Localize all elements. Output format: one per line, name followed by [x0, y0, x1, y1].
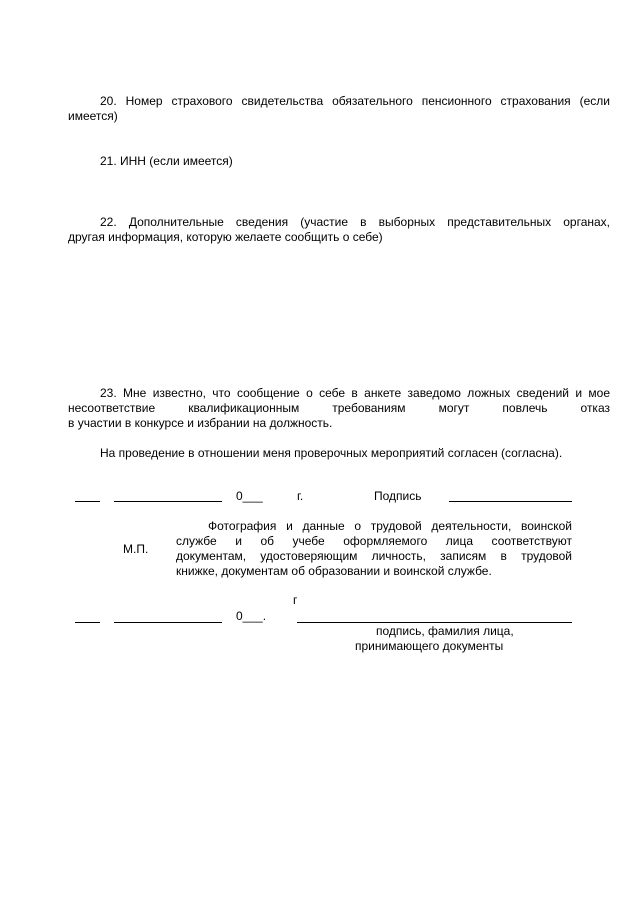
photo-text-line4: книжке, документам об образовании и воинской службе.	[176, 564, 492, 578]
consent-statement: На проведение в отношении меня проверочных мероприятий согласен (согласна).	[100, 446, 563, 460]
photo-text-line1: Фотография и данные о трудовой деятельности, воинской	[208, 519, 572, 533]
item-23-line3: в участии в конкурсе и избрании на должность.	[68, 416, 333, 430]
month-blank-1	[114, 501, 222, 502]
item-21-text: 21. ИНН (если имеется)	[100, 154, 233, 168]
item-23-line2: несоответствие квалификационным требованиям могут повлечь отказ	[68, 401, 610, 415]
day-blank-2	[75, 622, 100, 623]
item-22-line2: другая информация, которую желаете сообщить о себе)	[68, 230, 383, 244]
stamp-place-label: М.П.	[123, 542, 149, 556]
photo-text-line2: службе и об учебе оформляемого лица соответствуют	[176, 534, 572, 548]
item-22-line1: 22. Дополнительные сведения (участие в выборных представительных органах,	[100, 215, 610, 229]
year-label-2: г	[293, 593, 298, 607]
item-20-line1: 20. Номер страхового свидетельства обязательного пенсионного страхования (если	[100, 94, 610, 108]
item-23-line1: 23. Мне известно, что сообщение о себе в анкете заведомо ложных сведений и мое	[100, 386, 610, 400]
item-20-pension-insurance-number	[68, 94, 610, 124]
receiver-caption-line1: подпись, фамилия лица,	[376, 624, 514, 638]
receiver-caption-line2: принимающего документы	[355, 639, 504, 653]
year-label-1: г.	[297, 489, 304, 503]
signature-label: Подпись	[374, 489, 422, 503]
receiver-signature-blank	[297, 622, 572, 623]
item-23-acknowledgement	[68, 386, 610, 431]
signature-blank-1	[449, 501, 572, 502]
item-21-inn	[68, 154, 610, 169]
month-blank-2	[114, 622, 222, 623]
photo-text-line3: документам, удостоверяющим личность, записям в трудовой	[176, 549, 572, 563]
day-blank-1	[75, 501, 100, 502]
item-20-line2: имеется)	[68, 109, 118, 123]
photo-verification-text	[176, 519, 572, 579]
year-prefix-1: 0___	[236, 489, 263, 503]
item-22-additional-info	[68, 215, 610, 245]
year-prefix-2: 0___.	[236, 609, 267, 623]
